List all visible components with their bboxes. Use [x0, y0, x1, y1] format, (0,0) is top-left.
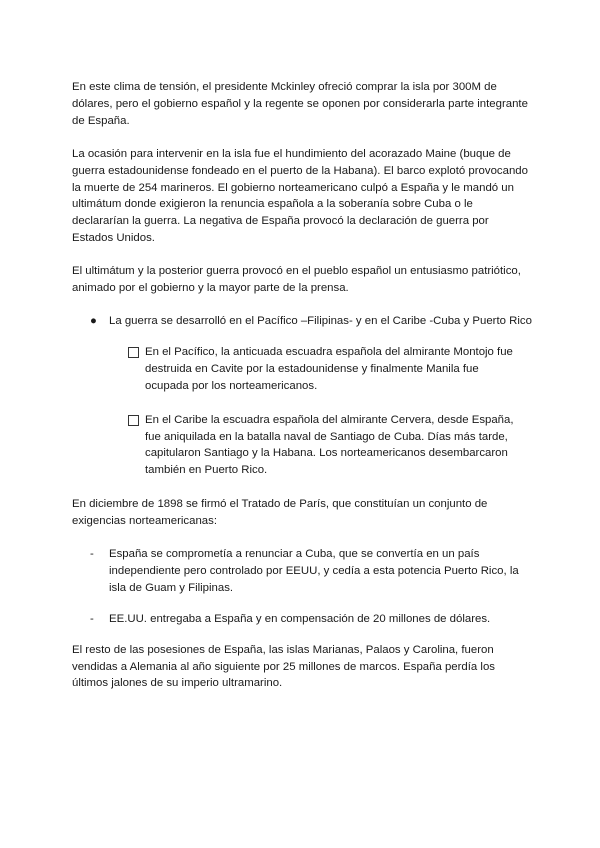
checklist-text-caribbean: En el Caribe la escuadra española del almirante Cervera, desde España, fue aniquilada en la batalla naval de Santiago de Cuba. Días más tarde, capitularon Santiago y la Habana. Los norteamericanos desembarcaron también en Puerto Rico.: [145, 413, 514, 477]
checkbox-icon: [128, 347, 139, 358]
dash-marker: -: [90, 548, 94, 561]
paragraph-maine-sinking: La ocasión para intervenir en la isla fue el hundimiento del acorazado Maine (buque de guerra estadounidense fondeado en el puerto de la Habana). El barco explotó provocando la muerte de 254 marineros. El gobierno norteamericano culpó a España y le mandó un ultimátum donde exigieron la renuncia española a la soberanía sobre Cuba o le declararían la guerra. La negativa de España provocó la declaración de guerra por Estados Unidos.: [72, 147, 528, 245]
paragraph-patriotic-enthusiasm: El ultimátum y la posterior guerra provocó en el pueblo español un entusiasmo patriótico, animado por el gobierno y la mayor parte de la prensa.: [72, 265, 521, 295]
document-page: [72, 79, 532, 692]
paragraph-treaty-paris: En diciembre de 1898 se firmó el Tratado de París, que constituían un conjunto de exigencias norteamericanas:: [72, 498, 488, 528]
dash-marker: -: [90, 612, 94, 625]
bullet-item-war-theaters: [72, 313, 532, 330]
dash-item-spain-renounces: [72, 546, 532, 597]
bullet-text: La guerra se desarrolló en el Pacífico –Filipinas- y en el Caribe -Cuba y Puerto Rico: [109, 314, 532, 327]
checkbox-icon: [128, 415, 139, 426]
paragraph-mckinley-offer: En este clima de tensión, el presidente Mckinley ofreció comprar la isla por 300M de dólares, pero el gobierno español y la regente se oponen por considerarla parte integrante de España.: [72, 81, 528, 127]
checklist-item-pacific: [72, 344, 525, 395]
checklist-item-caribbean: [72, 412, 525, 480]
dash-text-us-compensation: EE.UU. entregaba a España y en compensación de 20 millones de dólares.: [109, 612, 491, 625]
checklist-text-pacific: En el Pacífico, la anticuada escuadra española del almirante Montojo fue destruida en Cavite por la estadounidense y finalmente Manila fue ocupada por los norteamericanos.: [145, 345, 513, 392]
dash-text-spain-renounces: España se comprometía a renunciar a Cuba, que se convertía en un país independiente pero controlado por EEUU, y cedía a esta potencia Puerto Rico, la isla de Guam y Filipinas.: [109, 548, 519, 594]
bullet-marker: ●: [90, 314, 97, 327]
paragraph-remaining-possessions: El resto de las posesiones de España, las islas Marianas, Palaos y Carolina, fueron vendidas a Alemania al año siguiente por 25 millones de marcos. España perdía los últimos jalones de su imperio ultramarino.: [72, 643, 495, 690]
dash-item-us-compensation: [72, 611, 532, 628]
